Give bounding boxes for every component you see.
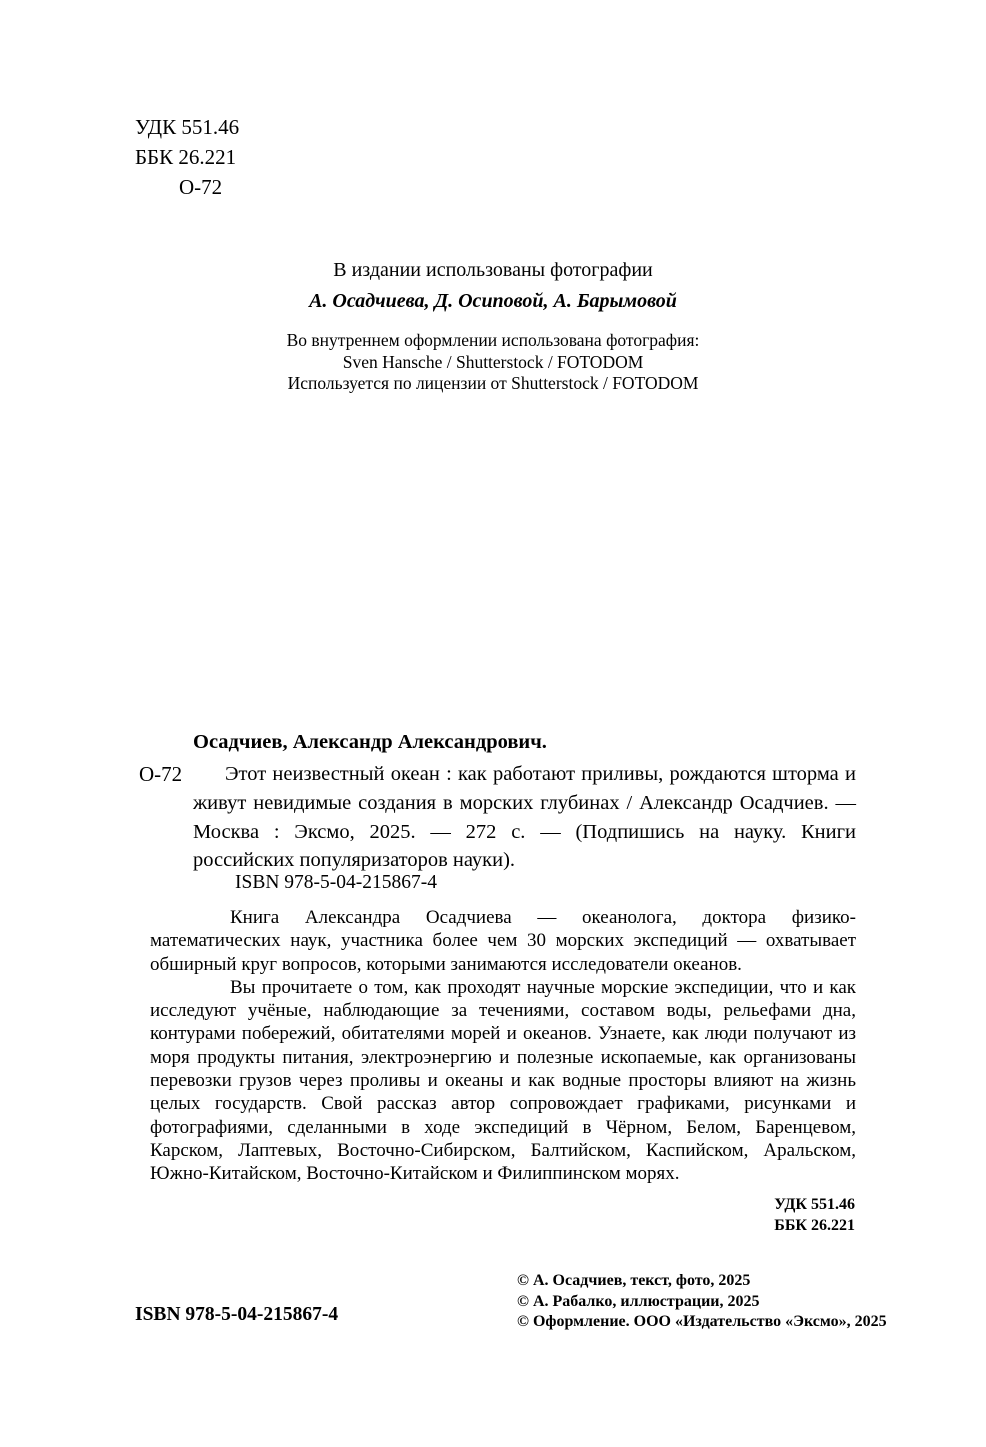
catalog-author-sign: О-72 bbox=[139, 762, 183, 786]
annotation-paragraph-2: Вы прочитаете о том, как проходят научные морские экспедиции, что и как исследуют учёные, наблюдающие за течениями, составом воды, рельефами дна, контурами побережий, обитателями морей и океанов. Узнаете, как люди получают из моря продукты питания, электроэнергию и полезные ископаемые, как организованы перевозки грузов через проливы и океаны и как водные просторы влияют на жизнь целых государств. Свой рассказ автор сопровождает графиками, рисунками и фотографиями, сделанными в ходе экспедиций в Чёрном, Белом, Баренцевом, Карском, Лаптевых, Восточно-Сибирском, Балтийском, Каспийском, Аральском, Южно-Китайском, Восточно-Китайском и Филиппинском морях. bbox=[150, 976, 856, 1185]
design-license-note: Используется по лицензии от Shutterstock / FOTODOM bbox=[287, 373, 699, 393]
isbn-bottom: ISBN 978-5-04-215867-4 bbox=[135, 1304, 339, 1325]
copyright-line-publisher: © Оформление. ООО «Издательство «Эксмо», 2025 bbox=[517, 1313, 887, 1331]
author-sign: О-72 bbox=[179, 175, 223, 199]
photo-credits-heading: В издании использованы фотографии bbox=[333, 259, 653, 281]
bbk-number-bottom: ББК 26.221 bbox=[774, 1217, 855, 1234]
copyright-line-illustrator: © А. Рабалко, иллюстрации, 2025 bbox=[517, 1292, 760, 1310]
udk-number: УДК 551.46 bbox=[135, 115, 240, 139]
photo-credits-block bbox=[0, 255, 986, 317]
bbk-number: ББК 26.221 bbox=[135, 145, 237, 169]
design-credits-block bbox=[0, 330, 986, 395]
annotation-paragraph-1: Книга Александра Осадчиева — океанолога, доктора физико-математических наук, участника более чем 30 морских экспедиций — охватывает обширный круг вопросов, которыми занимаются исследователи океанов. bbox=[150, 907, 856, 975]
copyright-block bbox=[517, 1271, 887, 1333]
top-classification-codes bbox=[135, 112, 239, 202]
isbn-catalog: ISBN 978-5-04-215867-4 bbox=[235, 872, 438, 893]
catalog-author-heading: Осадчиев, Александр Александрович. bbox=[193, 731, 547, 753]
copyright-line-author: © А. Осадчиев, текст, фото, 2025 bbox=[517, 1272, 751, 1289]
design-credits-heading: Во внутреннем оформлении использована фотография: bbox=[286, 330, 700, 350]
photographers-names: А. Осадчиева, Д. Осиповой, А. Барымовой bbox=[309, 290, 677, 312]
udk-number-bottom: УДК 551.46 bbox=[774, 1196, 855, 1213]
bottom-classification-codes bbox=[774, 1194, 855, 1236]
catalog-description: Этот неизвестный океан : как работают приливы, рождаются шторма и живут невидимые создания в морских глубинах / Александр Осадчиев. — Москва : Эксмо, 2025. — 272 с. — (Подпишись на науку. Книги российских популяризаторов науки). bbox=[193, 763, 856, 872]
design-photo-source: Sven Hansche / Shutterstock / FOTODOM bbox=[342, 351, 644, 372]
annotation-block bbox=[150, 906, 856, 1186]
